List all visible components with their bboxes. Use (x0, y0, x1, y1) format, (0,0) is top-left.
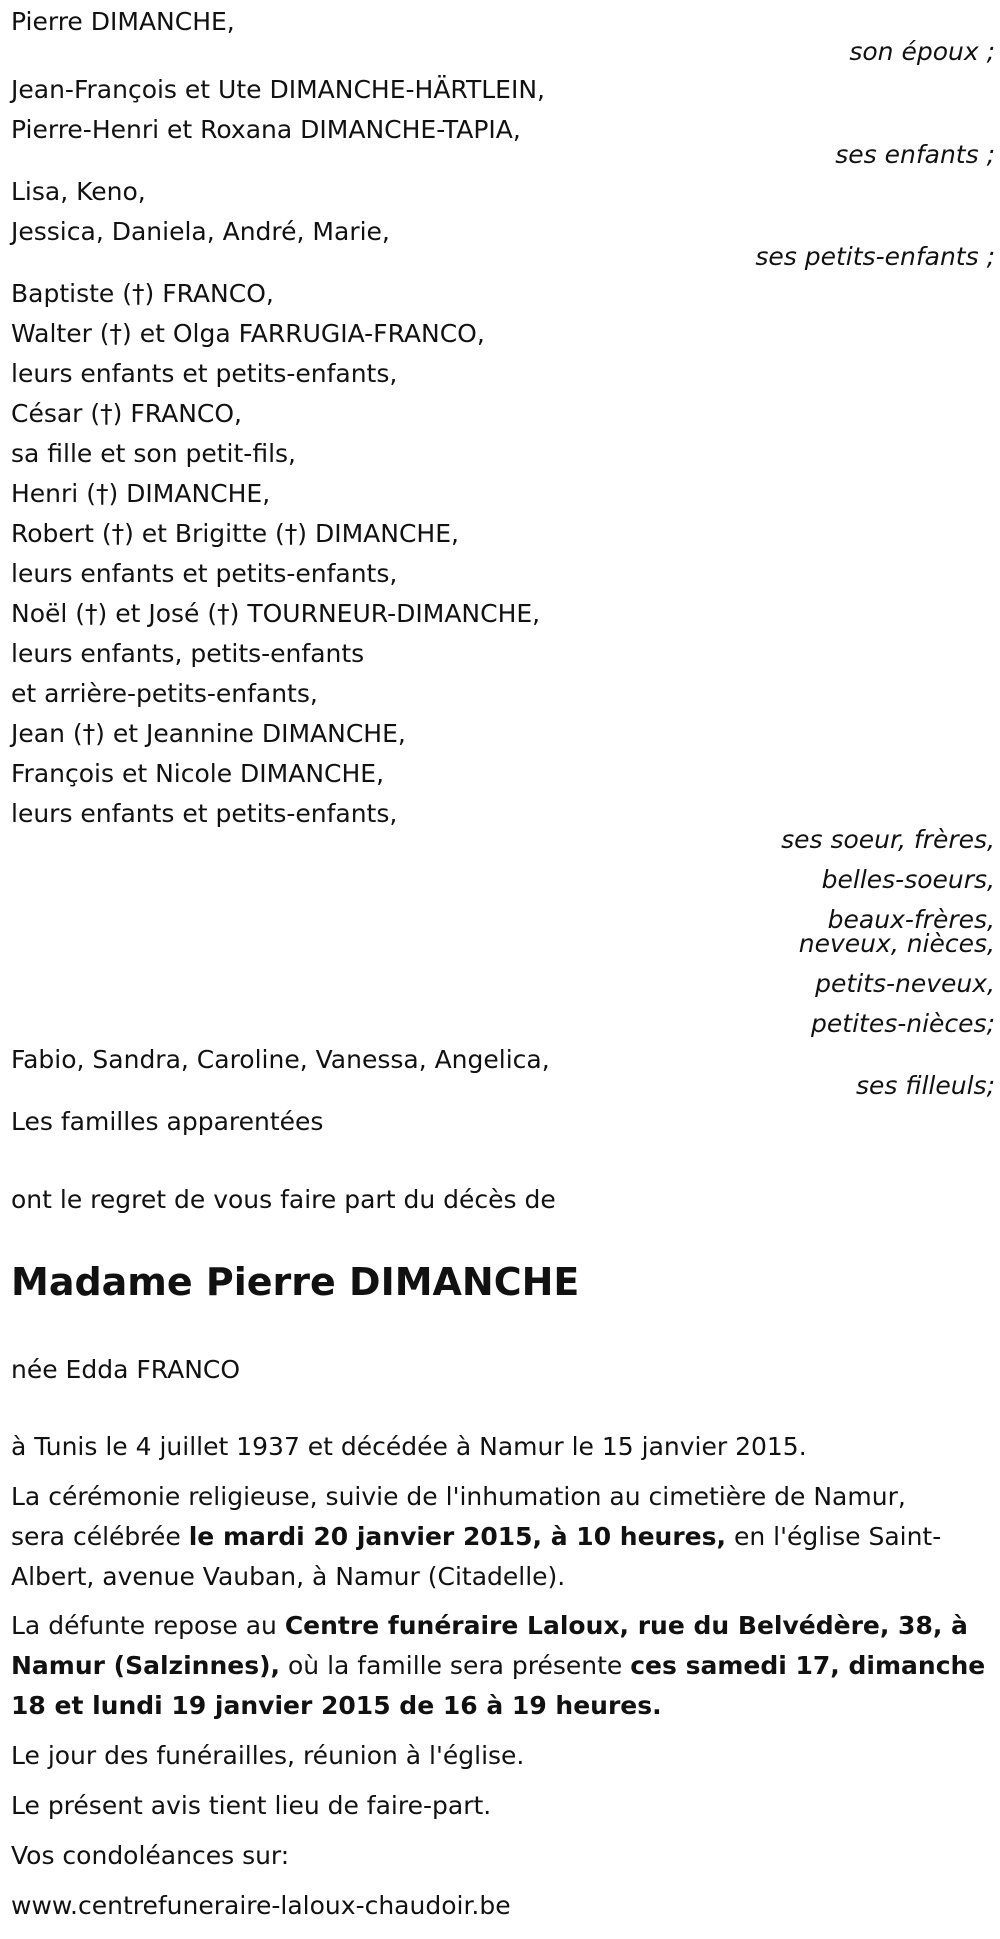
siblings-role: belles-soeurs, (821, 865, 995, 894)
sibling-line: César (†) FRANCO, (11, 399, 242, 428)
grandchild-line-1: Lisa, Keno, (11, 177, 146, 206)
sibling-line: François et Nicole DIMANCHE, (11, 759, 385, 788)
sibling-line: Noël (†) et José (†) TOURNEUR-DIMANCHE, (11, 599, 541, 628)
grandchild-line-2: Jessica, Daniela, André, Marie, (11, 217, 390, 246)
siblings-role: beaux-frères, (827, 905, 995, 934)
born-name: née Edda FRANCO (11, 1355, 241, 1384)
sibling-line: sa fille et son petit-fils, (11, 439, 296, 468)
sibling-line: leurs enfants, petits-enfants (11, 639, 365, 668)
funeral-home: Centre funéraire Laloux, rue du Belvédère, 38, à (284, 1611, 968, 1640)
announcement-intro: ont le regret de vous faire part du décès de (11, 1185, 556, 1214)
siblings-role: petits-neveux, (815, 969, 995, 998)
child-line-2: Pierre-Henri et Roxana DIMANCHE-TAPIA, (11, 115, 521, 144)
sibling-line: Henri (†) DIMANCHE, (11, 479, 271, 508)
godchildren-names: Fabio, Sandra, Caroline, Vanessa, Angelica, (11, 1045, 550, 1074)
child-line-1: Jean-François et Ute DIMANCHE-HÄRTLEIN, (11, 75, 545, 104)
husband-name: Pierre DIMANCHE, (11, 7, 235, 36)
condolences-label: Vos condoléances sur: (11, 1841, 290, 1870)
siblings-role: ses soeur, frères, (781, 825, 995, 854)
siblings-role: petites-nièces; (811, 1009, 995, 1038)
visitation-dates: ces samedi 17, dimanche (630, 1651, 986, 1680)
sibling-line: leurs enfants et petits-enfants, (11, 799, 398, 828)
related-families: Les familles apparentées (11, 1107, 324, 1136)
notice-text: Le présent avis tient lieu de faire-part. (11, 1791, 492, 1820)
grandchildren-role: ses petits-enfants ; (755, 242, 995, 271)
sibling-line: et arrière-petits-enfants, (11, 679, 318, 708)
sibling-line: leurs enfants et petits-enfants, (11, 559, 398, 588)
life-dates: à Tunis le 4 juillet 1937 et décédée à Namur le 15 janvier 2015. (11, 1432, 807, 1461)
husband-role: son époux ; (849, 37, 995, 66)
ceremony-line-2: sera célébrée le mardi 20 janvier 2015, à 10 heures, en l'église Saint- (11, 1522, 942, 1551)
godchildren-role: ses filleuls; (855, 1071, 995, 1100)
sibling-line: Walter (†) et Olga FARRUGIA-FRANCO, (11, 319, 485, 348)
deceased-name: Madame Pierre DIMANCHE (11, 1260, 580, 1304)
ceremony-line-1: La cérémonie religieuse, suivie de l'inhumation au cimetière de Namur, (11, 1482, 906, 1511)
visitation-line-1: La défunte repose au Centre funéraire Laloux, rue du Belvédère, 38, à (11, 1611, 968, 1640)
visitation-line-3: 18 et lundi 19 janvier 2015 de 16 à 19 heures. (11, 1691, 662, 1720)
children-role: ses enfants ; (835, 140, 995, 169)
condolences-website-link[interactable]: www.centrefuneraire-laloux-chaudoir.be (11, 1891, 511, 1920)
funeral-meeting: Le jour des funérailles, réunion à l'église. (11, 1741, 525, 1770)
sibling-line: Robert (†) et Brigitte (†) DIMANCHE, (11, 519, 459, 548)
siblings-role: neveux, nièces, (798, 929, 995, 958)
ceremony-line-3: Albert, avenue Vauban, à Namur (Citadelle). (11, 1562, 566, 1591)
sibling-line: Baptiste (†) FRANCO, (11, 279, 274, 308)
sibling-line: Jean (†) et Jeannine DIMANCHE, (11, 719, 406, 748)
visitation-line-2: Namur (Salzinnes), où la famille sera présente ces samedi 17, dimanche (11, 1651, 986, 1680)
ceremony-date: le mardi 20 janvier 2015, à 10 heures, (188, 1522, 727, 1551)
sibling-line: leurs enfants et petits-enfants, (11, 359, 398, 388)
